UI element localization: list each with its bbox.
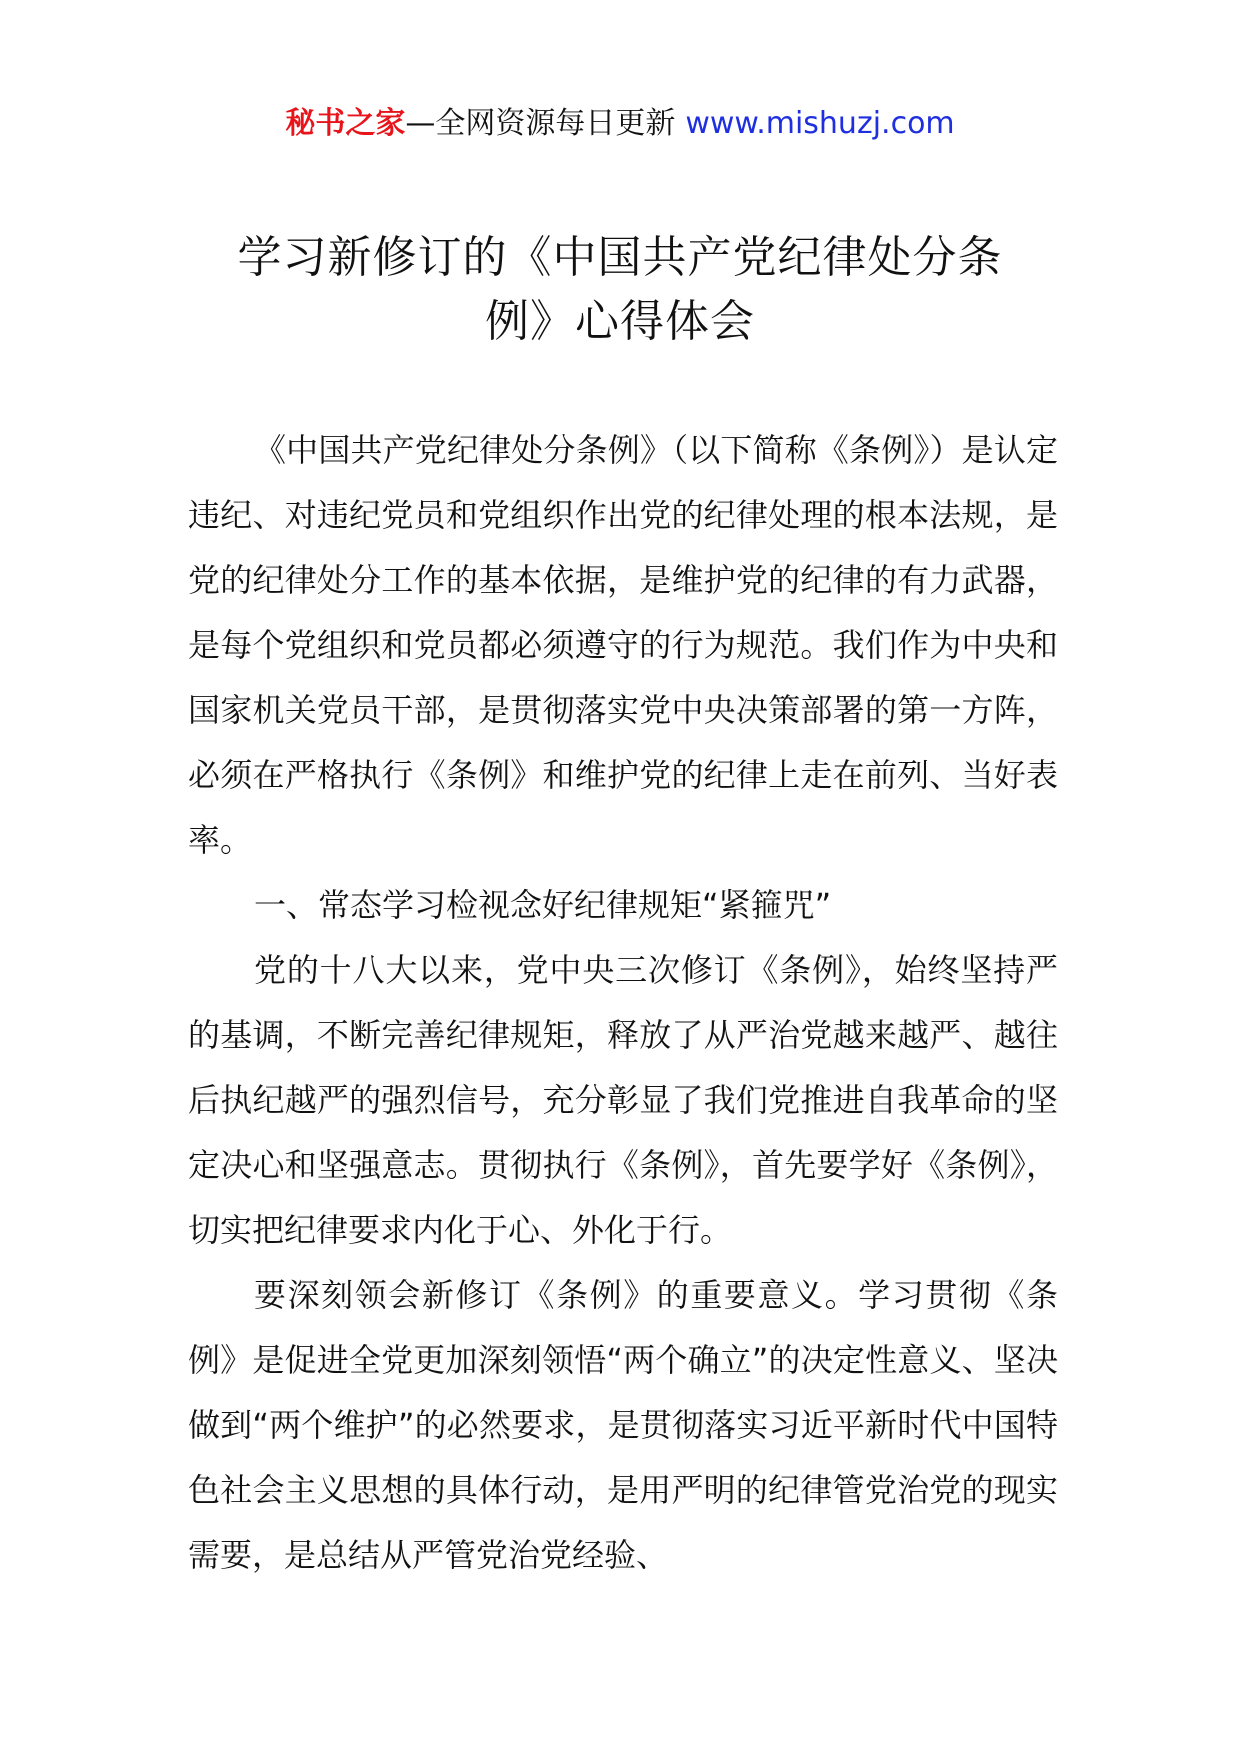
document-body (188, 418, 1058, 1588)
title-line-2: 例》心得体会 (485, 296, 755, 347)
section-heading-1: 一、常态学习检视念好纪律规矩“紧箍咒” (254, 886, 832, 924)
paragraph-section-1-a: 党的十八大以来，党中央三次修订《条例》，始终坚持严的基调，不断完善纪律规矩，释放了从严治党越来越严、越往后执纪越严的强烈信号，充分彰显了我们党推进自我革命的坚定决心和坚强意志。贯彻执行《条例》，首先要学好《条例》，切实把纪律要求内化于心、外化于行。 (188, 951, 1058, 1249)
paragraph-section-1-b: 要深刻领会新修订《条例》的重要意义。学习贯彻《条例》是促进全党更加深刻领悟“两个确立”的决定性意义、坚决做到“两个维护”的必然要求，是贯彻落实习近平新时代中国特色社会主义思想的具体行动，是用严明的纪律管党治党的现实需要，是总结从严管党治党经验、 (188, 1276, 1058, 1574)
document-title (200, 226, 1040, 354)
title-line-1: 学习新修订的《中国共产党纪律处分条 (237, 232, 1003, 283)
paragraph-intro: 《中国共产党纪律处分条例》（以下简称《条例》）是认定违纪、对违纪党员和党组织作出党的纪律处理的根本法规，是党的纪律处分工作的基本依据，是维护党的纪律的有力武器，是每个党组织和党员都必须遵守的行为规范。我们作为中央和国家机关党员干部，是贯彻落实党中央决策部署的第一方阵，必须在严格执行《条例》和维护党的纪律上走在前列、当好表率。 (188, 431, 1058, 859)
site-tagline: —全网资源每日更新 (405, 106, 676, 141)
site-name: 秘书之家 (285, 106, 406, 141)
site-header (0, 104, 1240, 144)
site-url-link[interactable]: www.mishuzj.com (685, 106, 955, 141)
